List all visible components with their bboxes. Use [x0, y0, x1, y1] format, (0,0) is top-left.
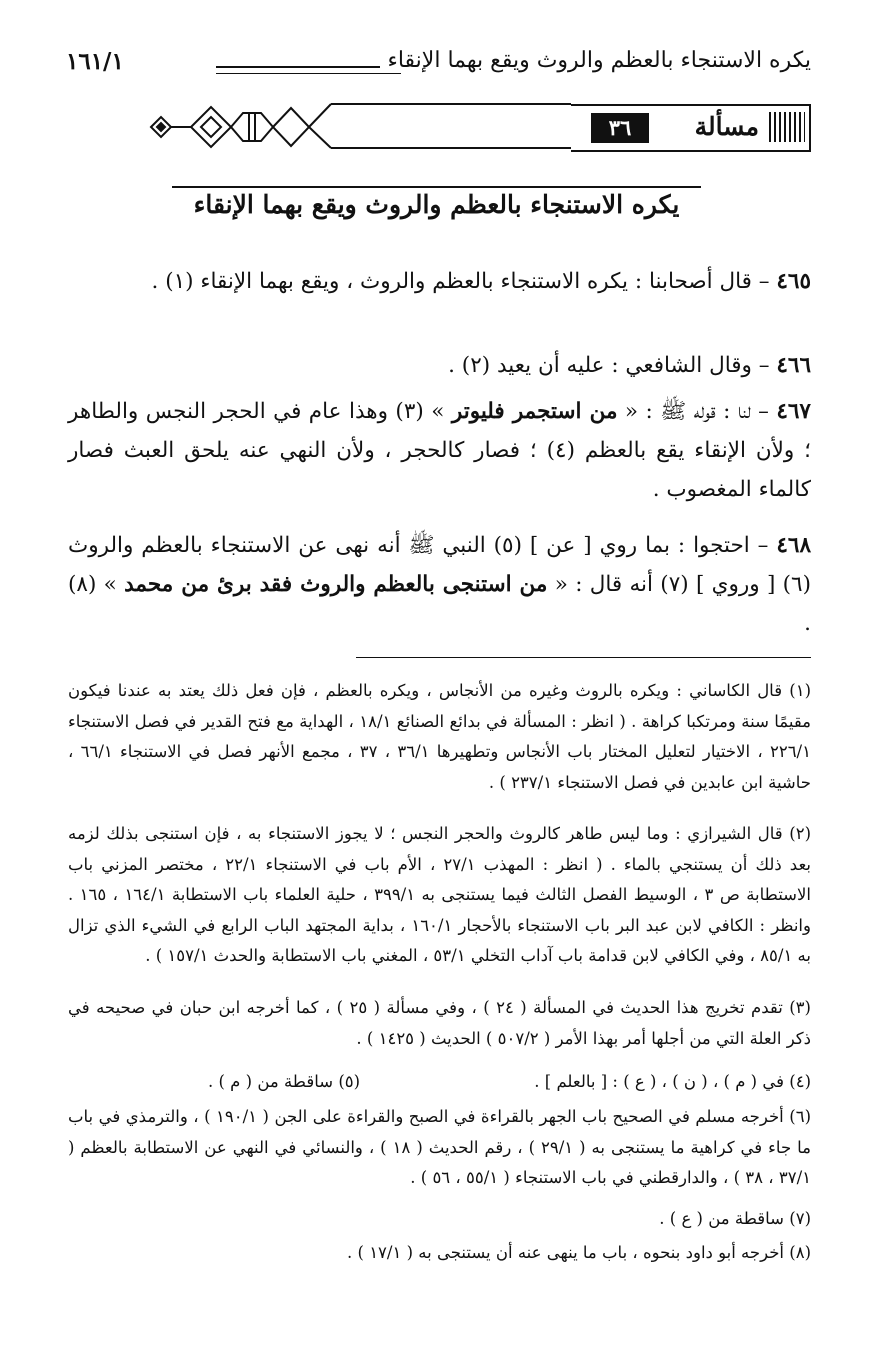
paragraph-text: – وقال الشافعي : عليه أن يعيد (٢) .	[448, 353, 770, 378]
running-header	[66, 48, 811, 84]
footnote-2: (٢) قال الشيرازي : وما ليس طاهر كالروث والحجر النجس ؛ لا يجوز الاستنجاء به ، فإن استنجى بذلك لزمه بعد ذلك أن يستنجي بالماء . ( انظر : المهذب ٢٧/١ ، الأم باب في الاستنجاء ٢٢/١ ، مختصر المزني باب الاستطابة ص ٣ ، الوسيط الفصل الثالث فيما يستنجى به ٣٩٩/١ ، حلية العلماء باب الاستطابة ١٦٤/١ ، ١٦٥ . وانظر : الكافي لابن عبد البر باب الاستنجاء بالأحجار ١٦٠/١ ، بداية المجتهد الباب الرابع في الشيء الذي تزال به ٨٥/١ ، وفي الكافي لابن قدامة باب آداب التخلي ٥٣/١ ، المغني باب الاستطابة والحدث ١٥٧/١ ) .	[68, 824, 812, 965]
masala-label: مسألة	[694, 112, 759, 141]
paragraph-467	[68, 392, 811, 509]
footnote-3: (٣) تقدم تخريج هذا الحديث في المسألة ( ٢٤ ) ، وفي مسألة ( ٢٥ ) ، كما أخرجه ابن حبان في صحيحه في ذكر العلة التي من أجلها أمر بهذا الأمر ( ٥٠٧/٢ ) الحديث ( ١٤٢٥ ) .	[68, 998, 811, 1048]
stripes-ornament-icon	[769, 112, 805, 142]
paragraph-468	[68, 526, 811, 643]
footnote-5: (٥) ساقطة من ( م ) .	[208, 1072, 361, 1091]
footnote-8: (٨) أخرجه أبو داود بنحوه ، باب ما ينهى عنه أن يستنجى به ( ١٧/١ ) .	[347, 1243, 811, 1262]
masala-banner	[131, 98, 811, 156]
paragraph-number: ٤٦٧	[776, 399, 811, 424]
footnote-6: (٦) أخرجه مسلم في الصحيح باب الجهر بالقراءة في الصبح والقراءة على الجن ( ١٩٠/١ ) ، والترمذي في باب ما جاء في كراهية ما يستنجى به ( ٢٩/١ ) ، رقم الحديث ( ١٨ ) ، والنسائي في النهي عن الاستطابة بالعظم ( ٣٧/١ ، ٣٨ ) ، والدارقطني في باب الاستنجاء ( ٥٥/١ ، ٥٦ ) .	[68, 1107, 811, 1187]
paragraph-text: – احتجوا : بما روي [ عن ] (٥) النبي ﷺ أنه نهى عن الاستنجاء بالعظم والروث (٦) [ وروي ] (٧) أنه قال : «	[68, 533, 811, 597]
page-number: ١٦١/١	[66, 48, 124, 75]
hadith-text: من استجمر فليوتر	[451, 399, 618, 424]
chapter-rule	[172, 186, 701, 188]
running-title: يكره الاستنجاء بالعظم والروث ويقع بهما الإنقاء	[380, 48, 812, 73]
footnote-1: (١) قال الكاساني : ويكره بالروث وغيره من الأنجاس ، ويكره بالعظم ، فإن فعل ذلك يعتد به عندنا فيكون مقيمًا سنة ومرتكبا كراهة . ( انظر : المسألة في بدائع الصنائع ١٨/١ ، الهداية مع فتح القدير في فصل الاستنجاء ٢٢٦/١ ، الاختيار لتعليل المختار باب الأنجاس وتطهيرها ٣٦/١ ، ٣٧ ، مجمع الأنهر فصل في الاستنجاء ٦٦/١ ، حاشية ابن عابدين في فصل الاستنجاء ٢٣٧/١ ) .	[68, 681, 812, 792]
paragraph-number: ٤٦٨	[776, 533, 811, 558]
paragraph-465	[68, 262, 811, 301]
paragraph-text: – قال أصحابنا : يكره الاستنجاء بالعظم والروث ، ويقع بهما الإنقاء (١) .	[151, 269, 770, 294]
chapter-title: يكره الاستنجاء بالعظم والروث ويقع بهما الإنقاء	[193, 190, 680, 219]
paragraph-466	[68, 346, 811, 385]
footnote-4-5-row	[68, 1067, 811, 1098]
masala-frame	[571, 104, 811, 152]
paragraph-number: ٤٦٥	[776, 269, 811, 294]
masala-number: ٣٦	[591, 113, 649, 143]
geometric-ornament-icon	[131, 98, 571, 156]
footnote-separator	[356, 657, 811, 658]
paragraph-text: » (٣) وهذا عام في الحجر النجس والطاهر ؛ ولأن الإنقاء يقع بالعظم (٤) ؛ فصار كالحجر ، ولأن النهي عنه يلحق العبث فصار كالماء المغصوب .	[68, 399, 811, 502]
hadith-text: من استنجى بالعظم والروث فقد برئ من محمد	[124, 572, 548, 597]
header-double-rule	[216, 66, 401, 74]
paragraph-number: ٤٦٦	[776, 353, 811, 378]
footnote-4: (٤) في ( م ) ، ( ن ) ، ( ع ) : [ بالعلم ] .	[534, 1072, 811, 1091]
paragraph-text: » (٨) .	[68, 572, 811, 636]
footnote-7: (٧) ساقطة من ( ع ) .	[659, 1209, 811, 1228]
paragraph-text: – لنا : قوله ﷺ : «	[617, 399, 769, 424]
